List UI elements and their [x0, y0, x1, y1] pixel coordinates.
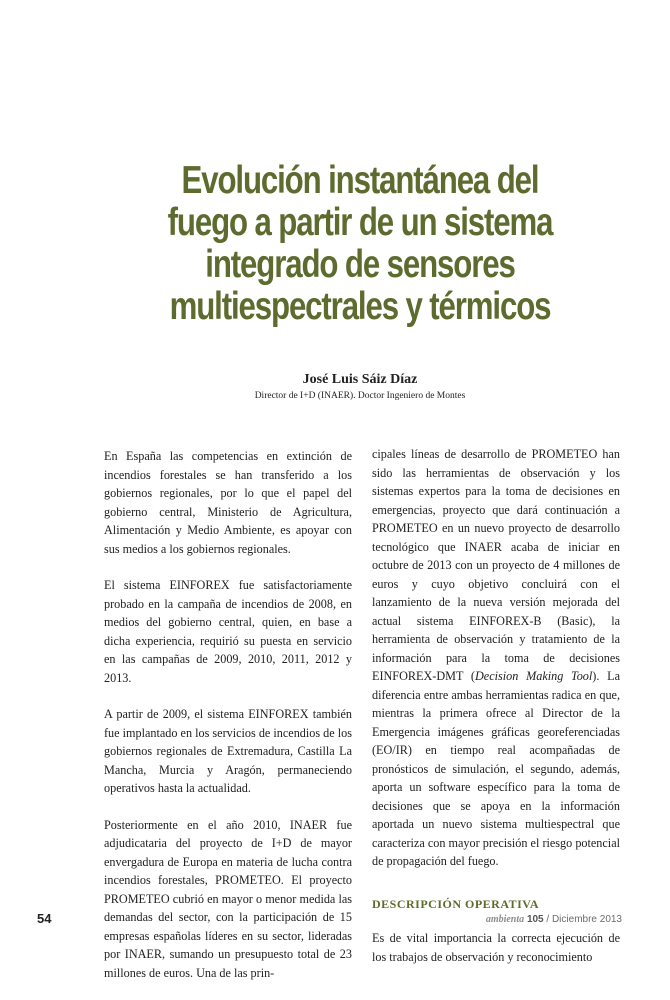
author-affiliation: Director de I+D (INAER). Doctor Ingeniero de Montes: [254, 391, 466, 401]
issue-date: / Diciembre 2013: [546, 914, 622, 925]
paragraph: A partir de 2009, el sistema EINFOREX también fue implantado en los servicios de incendios de los gobiernos regionales de Extremadura, Castilla La Mancha, Murcia y Aragón, permaneciendo operativos hasta la actualidad.: [104, 707, 352, 795]
magazine-name: ambienta: [485, 914, 525, 925]
paragraph: Es de vital importancia la correcta ejecución de los trabajos de observación y reconocimiento: [372, 931, 620, 964]
paragraph: [372, 445, 620, 871]
article-title: Evolución instantánea del fuego a partir de un sistema integrado de sensores multiespectrales y térmicos: [167, 159, 553, 328]
paragraph: El sistema EINFOREX fue satisfactoriamente probado en la campaña de incendios de 2008, en medios del gobierno central, quien, en base a dicha experiencia, requirió su puesta en servicio en las campañas de 2009, 2010, 2011, 2012 y 2013.: [104, 578, 352, 685]
paragraph: En España las competencias en extinción de incendios forestales se han transferido a los gobiernos regionales, por lo que el papel del gobierno central, Ministerio de Agricultura, Alimentación y Medio Ambiente, es apoyar con sus medios a los gobiernos regionales.: [104, 449, 352, 556]
page-number: 54: [37, 911, 52, 926]
paragraph: Posteriormente en el año 2010, INAER fue adjudicataria del proyecto de I+D de mayor envergadura de Europa en materia de lucha contra incendios forestales, PROMETEO. El proyecto PROMETEO cubrió en mayor o menor medida las demandas del sector, con la participación de 15 empresas españolas líderes en su sector, lideradas por INAER, sumando un presupuesto total de 23 millones de euros. Una de las prin-: [104, 817, 352, 980]
paragraph-text: ). La diferencia entre ambas herramientas radica en que, mientras la primera ofrece al Director de la Emergencia imágenes gráficas georeferenciadas (EO/IR) en tiempo real acompañadas de pronósticos de simulación, el segundo, además, aporta un software específico para la toma de decisiones que se apoya en la información aportada un nuevo sistema multiespectral que caracteriza con mayor precisión el riesgo potencial de propagación del fuego.: [372, 669, 620, 868]
author-name: José Luis Sáiz Díaz: [302, 372, 418, 387]
right-column: [372, 445, 620, 984]
italic-term: Decision Making Tool: [475, 669, 593, 683]
issue-number: 105: [526, 914, 544, 925]
paragraph-text: cipales líneas de desarrollo de PROMETEO han sido las herramientas de observación y los sistemas expertos para la toma de decisiones en emergencias, proyecto que dará continuación a PROMETEO en un nuevo proyecto de desarrollo tecnológico que INAER acaba de iniciar en octubre de 2013 con un proyecto de 4 millones de euros y cuyo objetivo concluirá con el lanzamiento de la nueva versión mejorada del actual sistema EINFOREX-B (Basic), la herramienta de observación y tratamiento de la información para la toma de decisiones EINFOREX-DMT (: [372, 447, 620, 683]
left-column: [104, 447, 352, 1000]
section-heading: DESCRIPCIÓN OPERATIVA: [372, 896, 540, 911]
footer-issue-info: [486, 914, 622, 925]
